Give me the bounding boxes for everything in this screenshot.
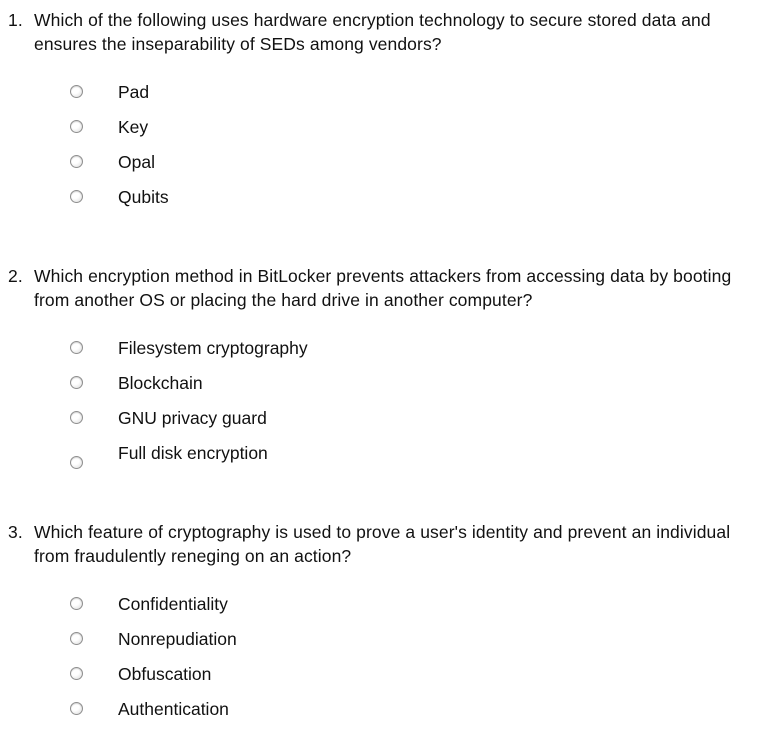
radio-button-icon[interactable] [70, 376, 83, 389]
option-label: Blockchain [118, 372, 203, 393]
option-label: Nonrepudiation [118, 628, 237, 649]
radio-button-icon[interactable] [70, 190, 83, 203]
option-confidentiality[interactable] [70, 586, 760, 621]
radio-button-icon[interactable] [70, 341, 83, 354]
option-authentication[interactable] [70, 691, 760, 726]
radio-button-icon[interactable] [70, 597, 83, 610]
question-1-options [70, 74, 760, 214]
option-label: Obfuscation [118, 663, 212, 684]
question-2 [8, 264, 760, 470]
option-opal[interactable] [70, 144, 760, 179]
question-3-text: Which feature of cryptography is used to prove a user's identity and prevent an individual from fraudulently reneging on an action? [34, 522, 731, 566]
question-1-number: 1. [8, 10, 23, 30]
option-filesystem-cryptography[interactable] [70, 330, 760, 365]
option-obfuscation[interactable] [70, 656, 760, 691]
question-2-options [70, 330, 760, 470]
option-pad[interactable] [70, 74, 760, 109]
question-1-text: Which of the following uses hardware encryption technology to secure stored data and ensures the inseparability of SEDs among vendors? [34, 10, 711, 54]
radio-button-icon[interactable] [70, 702, 83, 715]
radio-button-icon[interactable] [70, 120, 83, 133]
option-qubits[interactable] [70, 179, 760, 214]
question-3-number: 3. [8, 522, 23, 542]
question-2-text: Which encryption method in BitLocker prevents attackers from accessing data by booting from another OS or placing the hard drive in another computer? [34, 266, 732, 310]
option-label: GNU privacy guard [118, 407, 267, 428]
option-gnu-privacy-guard[interactable] [70, 400, 760, 435]
option-full-disk-encryption[interactable] [70, 435, 760, 470]
radio-button-icon[interactable] [70, 411, 83, 424]
option-label: Filesystem cryptography [118, 337, 308, 358]
question-3-options [70, 586, 760, 726]
radio-button-icon[interactable] [70, 456, 83, 469]
question-3 [8, 520, 760, 726]
option-label: Key [118, 116, 149, 137]
radio-button-icon[interactable] [70, 632, 83, 645]
question-2-number: 2. [8, 266, 23, 286]
radio-button-icon[interactable] [70, 85, 83, 98]
radio-button-icon[interactable] [70, 155, 83, 168]
option-label: Authentication [118, 698, 229, 719]
option-blockchain[interactable] [70, 365, 760, 400]
option-label: Confidentiality [118, 593, 228, 614]
option-label: Qubits [118, 186, 169, 207]
radio-button-icon[interactable] [70, 667, 83, 680]
option-label: Opal [118, 151, 155, 172]
option-key[interactable] [70, 109, 760, 144]
option-label: Full disk encryption [118, 442, 268, 463]
option-nonrepudiation[interactable] [70, 621, 760, 656]
question-1 [8, 8, 760, 214]
option-label: Pad [118, 81, 150, 102]
